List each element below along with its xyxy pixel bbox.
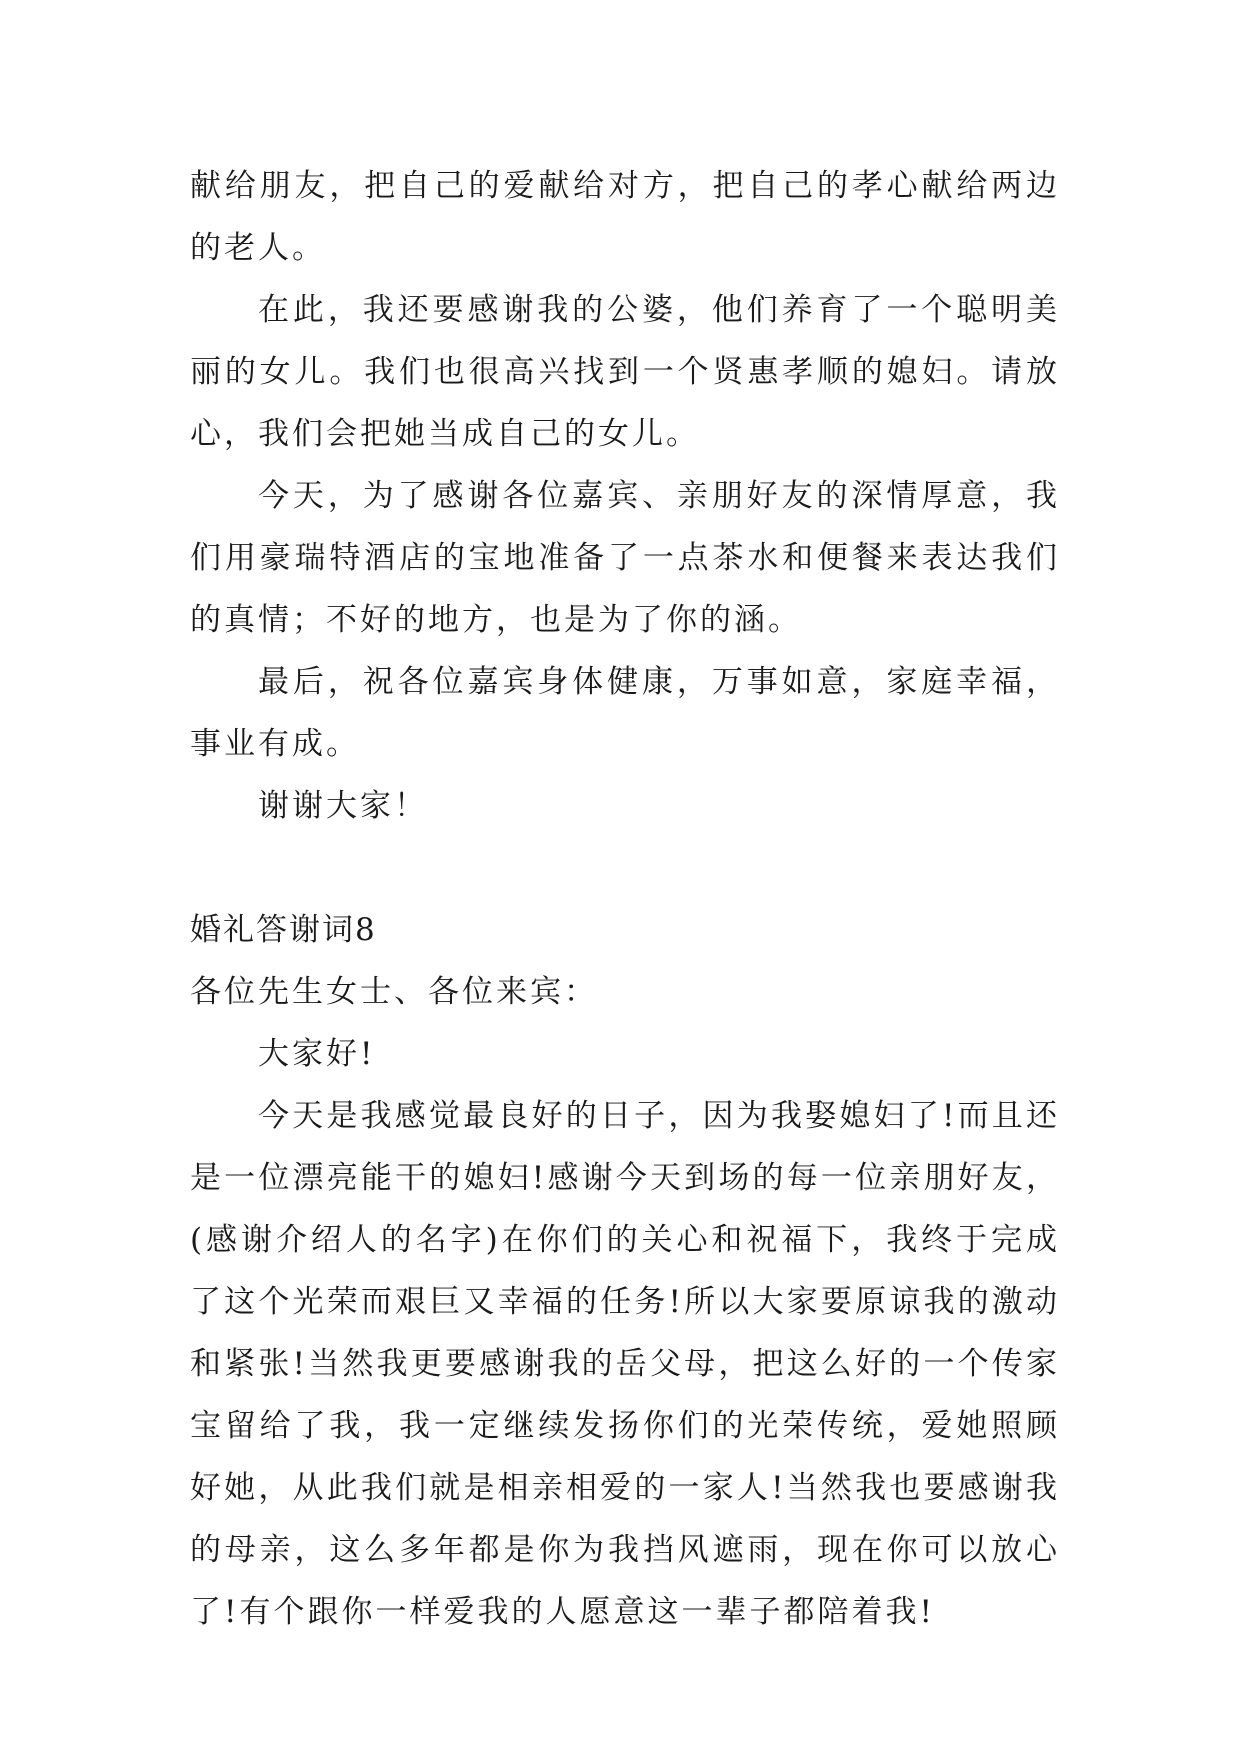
- paragraph-thanks-guests: 今天，为了感谢各位嘉宾、亲朋好友的深情厚意，我们用豪瑞特酒店的宝地准备了一点茶水和便餐来表达我们的真情；不好的地方，也是为了你的涵。: [190, 478, 1060, 638]
- document-body: [190, 155, 1060, 1643]
- paragraph-wishes: 最后，祝各位嘉宾身体健康，万事如意，家庭幸福，事业有成。: [190, 664, 1060, 762]
- paragraph-thanks-in-laws: 在此，我还要感谢我的公婆，他们养育了一个聪明美丽的女儿。我们也很高兴找到一个贤惠孝顺的媳妇。请放心，我们会把她当成自己的女儿。: [190, 292, 1060, 452]
- greeting: 大家好!: [258, 1036, 376, 1072]
- section-spacer: [190, 837, 1060, 899]
- section-title: 婚礼答谢词8: [190, 912, 377, 948]
- salutation: 各位先生女士、各位来宾：: [190, 974, 598, 1010]
- speech-body: 今天是我感觉最良好的日子，因为我娶媳妇了!而且还是一位漂亮能干的媳妇!感谢今天到场的每一位亲朋好友，(感谢介绍人的名字)在你们的关心和祝福下，我终于完成了这个光荣而艰巨又幸福的任务!所以大家要原谅我的激动和紧张!当然我更要感谢我的岳父母，把这么好的一个传家宝留给了我，我一定继续发扬你们的光荣传统，爱她照顾好她，从此我们就是相亲相爱的一家人!当然我也要感谢我的母亲，这么多年都是你为我挡风遮雨，现在你可以放心了!有个跟你一样爱我的人愿意这一辈子都陪着我!: [190, 1098, 1060, 1630]
- paragraph-closing: 谢谢大家！: [258, 788, 428, 824]
- paragraph-continuation: 献给朋友，把自己的爱献给对方，把自己的孝心献给两边的老人。: [190, 168, 1060, 266]
